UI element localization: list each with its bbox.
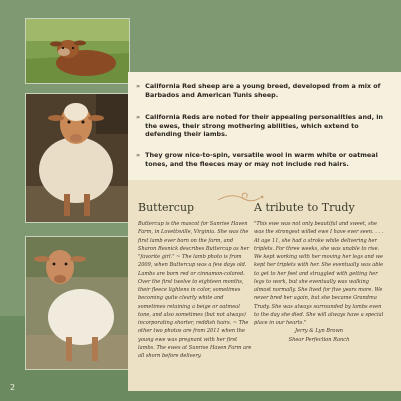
- buttercup-column: [138, 201, 252, 360]
- facts-panel: [128, 72, 401, 180]
- double-chevron-icon: »: [136, 151, 141, 159]
- ewe-photo-standing: [25, 93, 130, 223]
- lamb-photo: [25, 18, 130, 84]
- double-chevron-icon: »: [136, 82, 141, 90]
- fact-item: [136, 151, 388, 168]
- ewe-photo-outdoors: [25, 236, 130, 370]
- signature-names: Jerry & Lyn Brown: [294, 328, 344, 335]
- trudy-body: "This ewe was not only beautiful and sweet, she was the strongest willed ewe I have ever seen. . . . At age 11, she had a stroke while delivering her triplets. For three weeks, she was unable to rise. We kept working with her moving her legs and we kept her triplets with her. She eventually was able to get to her feet and struggled with getting her legs to work, but she eventually was walking almost normally. She lived for five years more. We never bred her again, but she became Grandma Trudy. She was always surrounded by lambs even to the day she died. She will always have a special place in our hearts.": [254, 221, 384, 326]
- buttercup-heading: Buttercup: [138, 201, 195, 214]
- fact-text: They grow nice-to-spin, versatile wool in warm white or oatmeal tones, and the fleeces may or may not include red hairs.: [145, 151, 378, 168]
- double-chevron-icon: »: [136, 113, 141, 121]
- signature-farm: Shear Perfection Ranch: [288, 336, 350, 343]
- buttercup-body: Buttercup is the mascot for Sunrise Haven Farm, in Lovettsville, Virginia. She was the first lamb ever born on the farm, and Sharon Resnick describes Buttercup as her "favorite girl." ~ The lamb photo is from 2009, when Buttercup was a few days old. Lambs are born red or cinnamon-colored. Over the first twelve to eighteen months, their fleece lightens in color, sometimes becoming quite clearly white and sometimes retaining a beige or oatmeal tone, and also sometimes (but not always) incorporating shorter, reddish hairs. ~ The other two photos are from 2011 when the young ewe was pregnant with her first lambs. The ewes at Sunrise Haven Farm are all shorn before delivery.: [138, 221, 252, 359]
- fact-text: California Red sheep are a young breed, developed from a mix of Barbados and American Tunis sheep.: [145, 82, 381, 99]
- trudy-heading: A tribute to Trudy: [254, 201, 355, 214]
- fact-item: [136, 113, 388, 139]
- fact-item: [136, 82, 388, 99]
- fact-text: California Reds are noted for their appealing personalities and, in the ewes, their strong mothering abilities, which extend to defending their lambs.: [145, 113, 383, 139]
- stories-panel: [128, 180, 401, 391]
- trudy-column: [254, 201, 384, 344]
- page-number: 2: [10, 383, 16, 392]
